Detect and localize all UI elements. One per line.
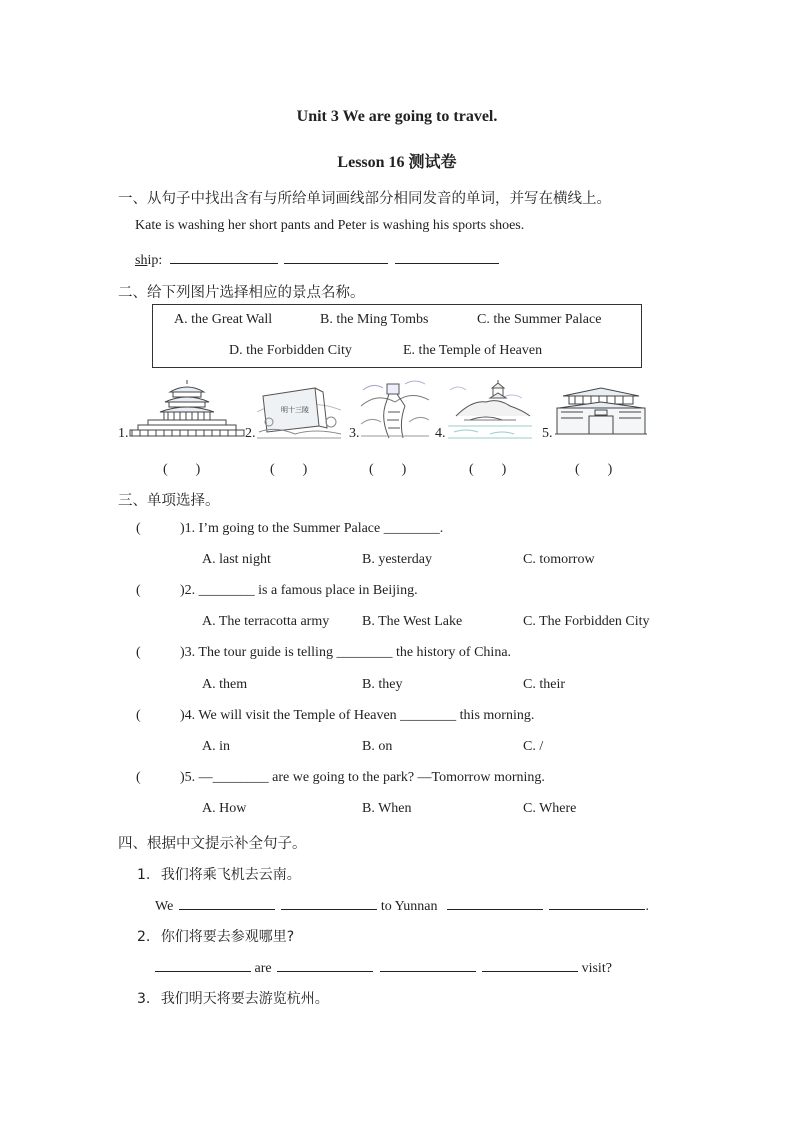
section-3-heading: 三、单项选择。 — [118, 493, 220, 509]
choice-b: B. on — [362, 739, 393, 754]
choice-b: B. yesterday — [362, 552, 432, 567]
question-stem: )5. —________ are we going to the park? —Tomorrow morning. — [180, 770, 545, 785]
option-a: A. the Great Wall — [174, 312, 273, 327]
choice-a: A. How — [202, 801, 247, 816]
item-1-prompt — [137, 864, 301, 884]
page-title: Unit 3 We are going to travel. — [296, 108, 498, 125]
choice-a: A. in — [202, 739, 230, 754]
answer-blank[interactable] — [380, 957, 476, 972]
sign-text: 明十三陵 — [281, 406, 309, 414]
section-2-heading: 二、给下列图片选择相应的景点名称。 — [118, 285, 365, 301]
answer-paren[interactable]: ( ) — [270, 462, 308, 477]
question-paren[interactable]: ( — [136, 645, 141, 660]
choice-c: C. their — [523, 677, 565, 692]
choice-c: C. Where — [523, 801, 577, 816]
item-chinese: 我们明天将要去游览杭州。 — [160, 991, 329, 1007]
temple-of-heaven-picture — [128, 376, 246, 440]
choice-c: C. tomorrow — [523, 552, 595, 567]
item-1-answer — [155, 895, 649, 915]
choice-c: C. / — [523, 739, 544, 754]
period: . — [645, 899, 649, 914]
answer-blank[interactable] — [179, 895, 275, 910]
choice-b: B. When — [362, 801, 412, 816]
summer-palace-picture — [446, 376, 534, 440]
question-paren[interactable]: ( — [136, 583, 141, 598]
page-subtitle: Lesson 16 测试卷 — [337, 154, 457, 171]
great-wall-picture — [359, 376, 431, 440]
item-chinese: 你们将要去参观哪里? — [160, 929, 295, 945]
answer-blank[interactable] — [284, 249, 388, 264]
answer-blank[interactable] — [447, 895, 543, 910]
word-visit: visit? — [581, 961, 612, 976]
choice-b: B. they — [362, 677, 403, 692]
answer-blank[interactable] — [155, 957, 251, 972]
choice-a: A. them — [202, 677, 248, 692]
item-number: 1. — [137, 867, 151, 883]
picture-number: 4. — [435, 426, 446, 441]
option-c: C. the Summer Palace — [477, 312, 602, 327]
answer-paren[interactable]: ( ) — [369, 462, 407, 477]
s1-sentence: Kate is washing her short pants and Peter is washing his sports shoes. — [135, 218, 525, 233]
word-are: are — [254, 961, 272, 976]
item-number: 2. — [137, 929, 151, 945]
forbidden-city-picture — [553, 386, 649, 438]
question-stem: )1. I’m going to the Summer Palace ________. — [180, 521, 444, 536]
picture-number: 5. — [542, 426, 553, 441]
picture-number: 3. — [349, 426, 360, 441]
item-2-prompt — [137, 926, 294, 946]
question-stem: )3. The tour guide is telling ________ the history of China. — [180, 645, 512, 660]
answer-paren[interactable]: ( ) — [575, 462, 613, 477]
answer-paren[interactable]: ( ) — [469, 462, 507, 477]
s1-answer-row — [135, 249, 499, 269]
ming-tombs-picture — [255, 382, 343, 440]
answer-blank[interactable] — [482, 957, 578, 972]
item-2-answer — [155, 957, 612, 977]
question-paren[interactable]: ( — [136, 770, 141, 785]
answer-blank[interactable] — [281, 895, 377, 910]
s1-word-underlined: sh — [135, 253, 148, 268]
choice-a: A. The terracotta army — [202, 614, 330, 629]
option-b: B. the Ming Tombs — [320, 312, 429, 327]
s1-word-rest: ip: — [147, 253, 163, 268]
choice-c: C. The Forbidden City — [523, 614, 650, 629]
answer-blank[interactable] — [170, 249, 278, 264]
answer-blank[interactable] — [549, 895, 645, 910]
answer-blank[interactable] — [395, 249, 499, 264]
item-chinese: 我们将乘飞机去云南。 — [160, 867, 301, 883]
picture-number: 2. — [245, 426, 256, 441]
words-to-yunnan: to Yunnan — [380, 899, 438, 914]
question-paren[interactable]: ( — [136, 708, 141, 723]
answer-paren[interactable]: ( ) — [163, 462, 201, 477]
choice-b: B. The West Lake — [362, 614, 463, 629]
choice-a: A. last night — [202, 552, 271, 567]
question-stem: )4. We will visit the Temple of Heaven ________ this morning. — [180, 708, 535, 723]
word-we: We — [155, 899, 174, 914]
picture-number: 1. — [118, 426, 129, 441]
question-stem: )2. ________ is a famous place in Beijing. — [180, 583, 418, 598]
section-4-heading: 四、根据中文提示补全句子。 — [118, 836, 307, 852]
section-1-heading: 一、从句子中找出含有与所给单词画线部分相同发音的单词，并写在横线上。 — [118, 191, 611, 207]
answer-blank[interactable] — [277, 957, 373, 972]
item-3-prompt — [137, 988, 329, 1008]
option-d: D. the Forbidden City — [229, 343, 352, 358]
item-number: 3. — [137, 991, 151, 1007]
option-e: E. the Temple of Heaven — [403, 343, 543, 358]
question-paren[interactable]: ( — [136, 521, 141, 536]
